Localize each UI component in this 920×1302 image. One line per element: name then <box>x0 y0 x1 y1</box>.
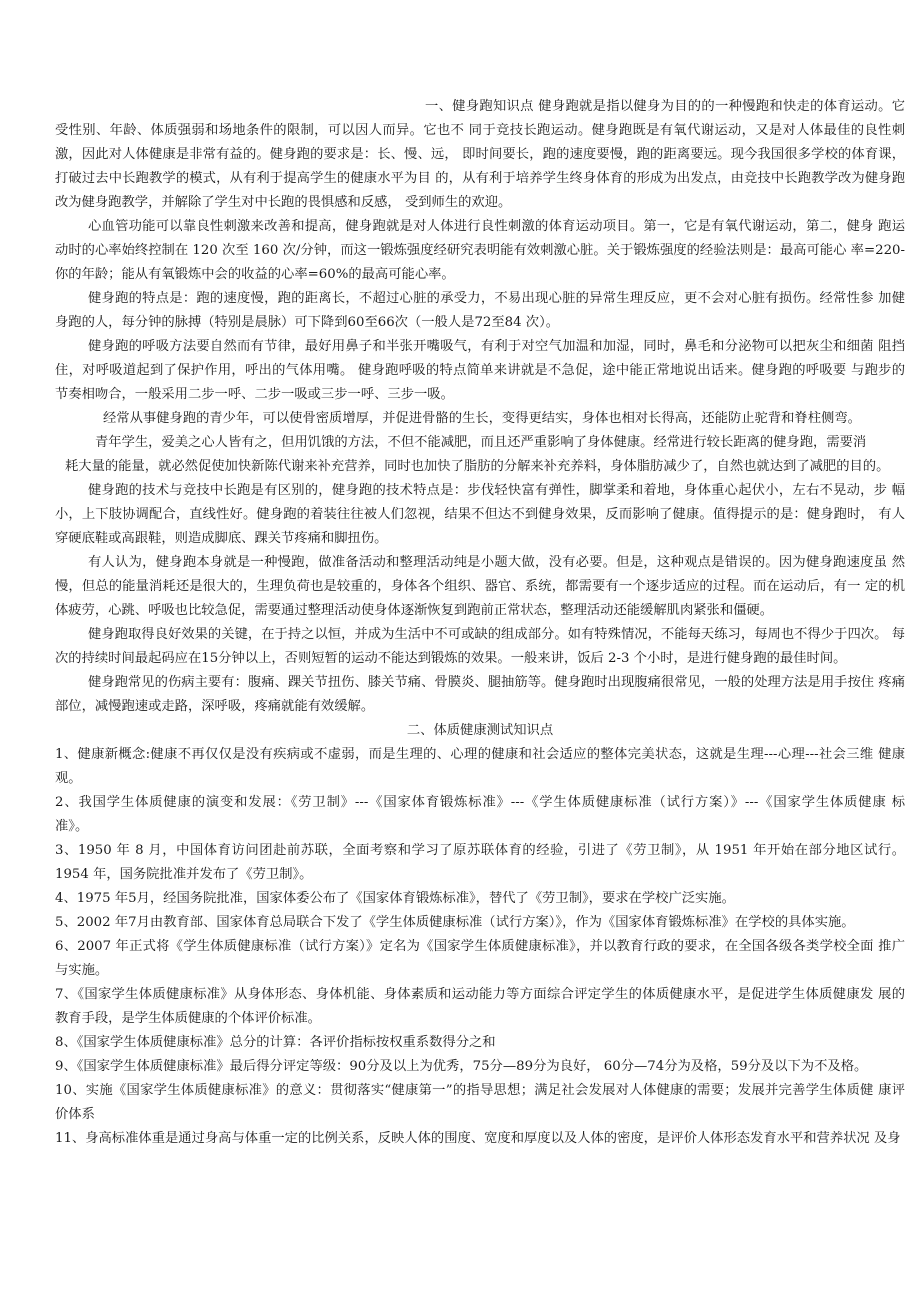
document-body <box>55 95 905 1151</box>
text-line: 受性别、年龄、体质强弱和场地条件的限制，可以因人而异。它也不 同于竞技长跑运动。健身跑既是有氧代谢运动，又是对人体最佳的良性刺 <box>55 123 905 138</box>
paragraph <box>55 839 905 887</box>
text-line: 一、健身跑知识点 健身跑就是指以健身为目的的一种慢跑和快走的体育运动。它 <box>425 99 905 114</box>
paragraph <box>55 215 905 287</box>
text-line: 穿硬底鞋或高跟鞋，则造成脚底、踝关节疼痛和脚扭伤。 <box>55 531 388 546</box>
text-line: 4、1975 年5月，经国务院批准，国家体委公布了《国家体育锻炼标准》，替代了《劳卫制》，要求在学校广泛实施。 <box>55 891 735 906</box>
paragraph <box>55 791 905 839</box>
text-line: 耗大量的能量，就必然促使加快新陈代谢来补充营养，同时也加快了脂肪的分解来补充养料，身体脂肪减少了，自然也就达到了减肥的目的。 <box>65 459 890 474</box>
paragraph <box>55 287 905 335</box>
text-line: 6、2007 年正式将《学生体质健康标准（试行方案）》定名为《国家学生体质健康标准》，并以教育行政的要求，在全国各级各类学校全面 推广 <box>55 939 905 954</box>
paragraph <box>55 1079 905 1127</box>
text-line: 教育手段，是学生体质健康的个体评价标准。 <box>55 1011 321 1026</box>
text-line: 次的持续时间最起码应在15分钟以上，否则短暂的运动不能达到锻炼的效果。一般来讲，饭后 2-3 个小时，是进行健身跑的最佳时间。 <box>55 651 847 666</box>
text-line: 经常从事健身跑的青少年，可以使骨密质增厚，并促进骨骼的生长，变得更结实，身体也相对长得高，还能防止驼背和脊柱侧弯。 <box>103 411 861 426</box>
paragraph <box>55 407 905 431</box>
paragraph <box>55 479 905 551</box>
text-line: 9、《国家学生体质健康标准》最后得分评定等级：90分及以上为优秀，75分—89分为良好， 60分—74分为及格，59分及以下为不及格。 <box>55 1059 868 1074</box>
paragraph <box>55 743 905 791</box>
text-line: 身跑的人，每分钟的脉搏（特别是晨脉）可下降到60至66次（一般人是72至84 次）。 <box>55 315 560 330</box>
text-line: 2、我国学生体质健康的演变和发展：《劳卫制》---《国家体育锻炼标准》---《学生体质健康标准（试行方案）》---《国家学生体质健康 标 <box>55 795 905 810</box>
text-line: 价体系 <box>55 1107 95 1122</box>
text-line: 心血管功能可以靠良性刺激来改善和提高，健身跑就是对人体进行良性刺激的体育运动项目。第一，它是有氧代谢运动，第二，健身 跑运 <box>88 219 905 234</box>
paragraph <box>55 983 905 1031</box>
text-line: 小，上下肢协调配合，直线性好。健身跑的着装往往被人们忽视，结果不但达不到健身效果，反而影响了健康。值得提示的是：健身跑时， 有人 <box>55 507 905 522</box>
text-line: 慢，但总的能量消耗还是很大的，生理负荷也是较重的，身体各个组织、器官、系统，都需要有一个逐步适应的过程。而在运动后，有一 定的机 <box>55 579 905 594</box>
paragraph <box>55 95 905 215</box>
text-line: 1、健康新概念:健康不再仅仅是没有疾病或不虚弱，而是生理的、心理的健康和社会适应的整体完美状态，这就是生理---心理---社会三维 健康 <box>55 747 905 762</box>
text-line: 体疲劳，心跳、呼吸也比较急促，需要通过整理活动使身体逐渐恢复到跑前正常状态，整理活动还能缓解肌肉紧张和僵硬。 <box>55 603 774 618</box>
text-line: 健身跑的呼吸方法要自然而有节律，最好用鼻子和半张开嘴吸气，有利于对空气加温和加湿，同时，鼻毛和分泌物可以把灰尘和细菌 阻挡 <box>88 339 905 354</box>
text-line: 动时的心率始终控制在 120 次至 160 次/分钟，而这一锻炼强度经研究表明能有效刺激心脏。关于锻炼强度的经验法则是：最高可能心 率=220- <box>55 243 905 258</box>
text-line: 11、身高标准体重是通过身高与体重一定的比例关系，反映人体的围度、宽度和厚度以及人体的密度，是评价人体形态发育水平和营养状况 及身 <box>55 1131 901 1146</box>
paragraph <box>55 1055 905 1079</box>
text-line: 你的年龄；能从有氧锻炼中会的收益的心率=60%的最高可能心率。 <box>55 267 455 282</box>
text-line: 观。 <box>55 771 82 786</box>
text-line: 准》。 <box>55 819 89 834</box>
text-line: 打破过去中长跑教学的模式，从有利于提高学生的健康水平为目 的，从有利于培养学生终身体育的形成为出发点，由竞技中长跑教学改为健身跑 <box>55 171 905 186</box>
paragraph <box>55 551 905 623</box>
paragraph <box>55 335 905 407</box>
text-line: 青年学生，爱美之心人皆有之，但用饥饿的方法，不但不能减肥，而且还严重影响了身体健康。经常进行较长距离的健身跑，需要消 <box>95 435 867 450</box>
paragraph <box>55 911 905 935</box>
text-line: 5、2002 年7月由教育部、国家体育总局联合下发了《学生体质健康标准（试行方案）》，作为《国家体育锻炼标准》在学校的具体实施。 <box>55 915 855 930</box>
heading-text: 二、体质健康测试知识点 <box>406 723 554 738</box>
paragraph <box>55 1031 905 1055</box>
paragraph <box>55 1127 905 1151</box>
text-line: 10、实施《国家学生体质健康标准》的意义：贯彻落实“健康第一”的指导思想；满足社会发展对人体健康的需要；发展并完善学生体质健 康评 <box>55 1083 905 1098</box>
text-line: 健身跑的技术与竞技中长跑是有区别的，健身跑的技术特点是：步伐轻快富有弹性，脚掌柔和着地，身体重心起伏小，左右不晃动，步 幅 <box>88 483 905 498</box>
paragraph <box>55 671 905 719</box>
text-line: 与实施。 <box>55 963 109 978</box>
text-line: 3、1950 年 8 月，中国体育访问团赴前苏联，全面考察和学习了原苏联体育的经验，引进了《劳卫制》，从 1951 年开始在部分地区试行。 <box>55 843 905 858</box>
text-line: 激，因此对人体健康是非常有益的。健身跑的要求是：长、慢、远， 即时间要长，跑的速度要慢，跑的距离要远。现今我国很多学校的体育课， <box>55 147 905 162</box>
text-line: 住，对呼吸道起到了保护作用，呼出的气体用嘴。 健身跑呼吸的特点简单来讲就是不急促，途中能正常地说出话来。健身跑的呼吸要 与跑步的 <box>55 363 905 378</box>
text-line: 7、《国家学生体质健康标准》从身体形态、身体机能、身体素质和运动能力等方面综合评定学生的体质健康水平，是促进学生体质健康发 展的 <box>55 987 905 1002</box>
text-line: 节奏相吻合，一般采用二步一呼、二步一吸或三步一呼、三步一吸。 <box>55 387 454 402</box>
text-line: 改为健身跑教学，并解除了学生对中长跑的畏惧感和反感， 受到师生的欢迎。 <box>55 195 512 210</box>
paragraph <box>55 623 905 671</box>
text-line: 有人认为，健身跑本身就是一种慢跑，做准备活动和整理活动纯是小题大做，没有必要。但是，这种观点是错误的。因为健身跑速度虽 然 <box>88 555 905 570</box>
text-line: 1954 年，国务院批准并发布了《劳卫制》。 <box>55 867 313 882</box>
section-heading <box>55 719 905 743</box>
text-line: 8、《国家学生体质健康标准》总分的计算：各评价指标按权重系数得分之和 <box>55 1035 496 1050</box>
text-line: 健身跑取得良好效果的关键，在于持之以恒，并成为生活中不可或缺的组成部分。如有特殊情况，不能每天练习，每周也不得少于四次。 每 <box>88 627 905 642</box>
text-line: 健身跑常见的伤病主要有：腹痛、踝关节扭伤、膝关节痛、骨膜炎、腿抽筋等。健身跑时出现腹痛很常见，一般的处理方法是用手按住 疼痛 <box>88 675 905 690</box>
text-line: 部位，减慢跑速或走路，深呼吸，疼痛就能有效缓解。 <box>55 699 375 714</box>
text-line: 健身跑的特点是：跑的速度慢，跑的距离长，不超过心脏的承受力，不易出现心脏的异常生理反应，更不会对心脏有损伤。经常性参 加健 <box>88 291 905 306</box>
paragraph <box>55 887 905 911</box>
paragraph <box>55 431 905 479</box>
paragraph <box>55 935 905 983</box>
